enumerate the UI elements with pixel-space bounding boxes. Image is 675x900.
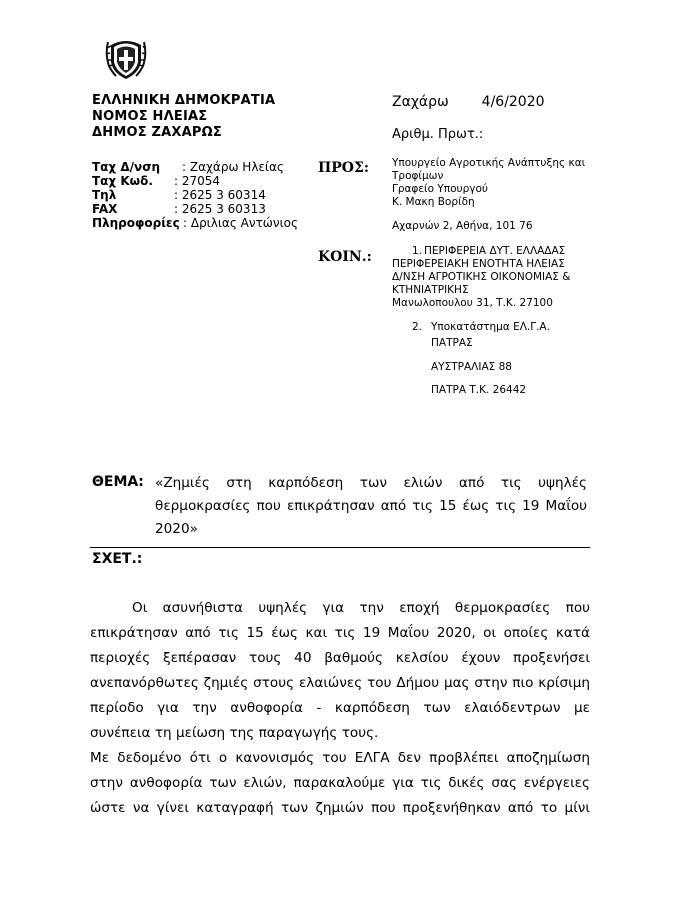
address-value: : Ζαχάρω Ηλείας [182, 160, 284, 174]
body-line: περιοχές ξεπέρασαν τους 40 βαθμούς κελσίου έχουν προξενήσει [90, 650, 590, 666]
cc-item-1-line: ΠΕΡΙΦΕΡΕΙΑ ΔΥΤ. ΕΛΛΑΔΑΣ [424, 245, 566, 257]
body-line: Οι ασυνήθιστα υψηλές για την εποχή θερμοκρασίες που [132, 600, 590, 616]
cc-item-2-line: ΠΑΤΡΑΣ [431, 337, 473, 349]
place-date [392, 94, 545, 110]
fax-value: : 2625 3 60313 [174, 202, 266, 216]
subject-line: θερμοκρασίες που επικράτησαν από τις 15 έως τις 19 Μαΐου [155, 498, 587, 514]
cc-item-1-line: Δ/ΝΣΗ ΑΓΡΟΤΙΚΗΣ ΟΙΚΟΝΟΜΙΑΣ & [392, 271, 571, 283]
recipient-line: Κ. Μακη Βορίδη [392, 196, 475, 208]
municipality-name: ΔΗΜΟΣ ΖΑΧΑΡΩΣ [92, 125, 222, 140]
cc-item-2-line: ΑΥΣΤΡΑΛΙΑΣ 88 [431, 361, 512, 373]
info-value: : Δριλιας Αντώνιος [183, 216, 299, 230]
cc-item-2-line: Υποκατάστημα ΕΛ.Γ.Α. [431, 321, 550, 333]
subject-line: «Ζημιές στη καρπόδεση των ελιών από τις υψηλές [155, 475, 587, 491]
body-line: ανεπανόρθωτες ζημιές στους ελαιώνες του Δήμου μας στην πιο κρίσιμη [90, 675, 590, 691]
body-line: στην ανθοφορία των ελιών, παρακαλούμε για τις δικές σας ενέργειες [90, 775, 590, 791]
body-line: Με δεδομένο ότι ο κανονισμός του ΕΛΓΑ δεν προβλέπει αποζημίωση [90, 750, 590, 766]
recipient-block [392, 157, 585, 209]
subject-label: ΘΕΜΑ: [92, 474, 144, 490]
recipient-address: Αχαρνών 2, Αθήνα, 101 76 [392, 220, 533, 232]
phone-label: Τηλ [92, 188, 117, 202]
cc-item-1 [392, 245, 570, 310]
contact-info [92, 160, 298, 230]
cc-item-1-line: ΚΤΗΝΙΑΤΡΙΚΗΣ [392, 284, 469, 296]
cc-item-1-line: Μανωλοπουλου 31, Τ.Κ. 27100 [392, 297, 553, 309]
postal-code-value: : 27054 [174, 174, 221, 188]
address-label: Ταχ Δ/νση [92, 160, 161, 174]
info-label: Πληροφορίες [92, 216, 180, 230]
country-name: ΕΛΛΗΝΙΚΗ ΔΗΜΟΚΡΑΤΙΑ [92, 93, 276, 108]
cc-label: ΚΟΙΝ.: [318, 249, 372, 265]
place: Ζαχάρω [392, 94, 449, 110]
postal-code-label: Ταχ Κωδ. [92, 174, 153, 188]
protocol-number: Αριθμ. Πρωτ.: [392, 127, 484, 142]
cc-item-1-number: 1. [412, 245, 423, 257]
recipient-label: ΠΡΟΣ: [318, 160, 370, 176]
issuer-header [92, 93, 275, 141]
divider-line [90, 547, 590, 548]
subject-text [155, 472, 587, 541]
prefecture-name: ΝΟΜΟΣ ΗΛΕΙΑΣ [92, 109, 208, 124]
recipient-line: Γραφείο Υπουργού [392, 183, 488, 195]
recipient-line: Υπουργείο Αγροτικής Ανάπτυξης και [392, 157, 586, 169]
related-label: ΣΧΕΤ.: [92, 551, 143, 567]
recipient-line: Τροφίμων [392, 170, 444, 182]
coat-of-arms-emblem [105, 36, 147, 80]
cc-item-1-line: ΠΕΡΙΦΕΡΕΙΑΚΗ ΕΝΟΤΗΤΑ ΗΛΕΙΑΣ [392, 258, 565, 270]
body-line: επικράτησαν από τις 15 έως και τις 19 Μαΐου 2020, οι οποίες κατά [90, 625, 590, 641]
subject-line: 2020» [155, 521, 198, 537]
phone-value: : 2625 3 60314 [174, 188, 266, 202]
body-line: ώστε να γίνει καταγραφή των ζημιών που προξενήθηκαν από το μίνι [90, 800, 590, 816]
cc-item-2-number: 2. [412, 321, 423, 333]
letter-body [90, 596, 590, 821]
body-line: περίοδο για την ανθοφορία - καρπόδεση των ελαιόδεντρων με [90, 700, 590, 716]
fax-label: FAX [92, 202, 118, 216]
cc-item-2-line: ΠΑΤΡΑ Τ.Κ. 26442 [431, 384, 527, 396]
date: 4/6/2020 [481, 94, 545, 110]
body-line: συνέπεια τη μείωση της παραγωγής τους. [90, 725, 379, 741]
